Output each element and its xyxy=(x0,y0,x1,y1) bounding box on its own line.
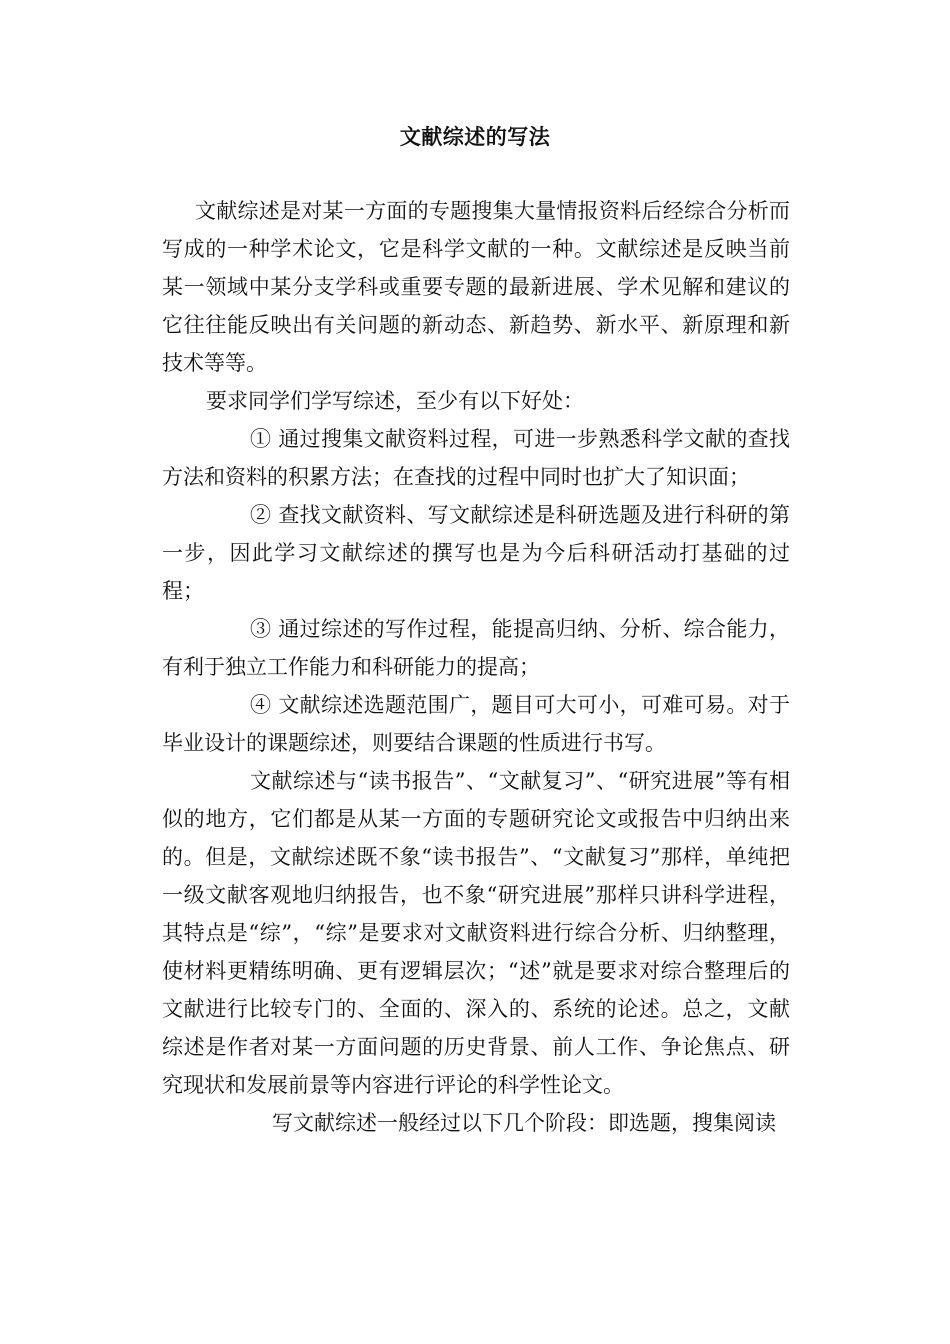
document-body xyxy=(162,192,790,1142)
list-item-benefit-4: ④ 文献综述选题范围广，题目可大可小，可难可易。对于毕业设计的课题综述，则要结合课题的性质进行书写。 xyxy=(162,693,790,755)
paragraph-benefits-intro: 要求同学们学写综述，至少有以下好处： xyxy=(206,389,584,413)
list-item-benefit-2: ② 查找文献资料、写文献综述是科研选题及进行科研的第一步，因此学习文献综述的撰写也是为今后科研活动打基础的过程； xyxy=(162,503,790,603)
paragraph-comparison: 文献综述与“读书报告”、“文献复习”、“研究进展”等有相似的地方，它们都是从某一方面的专题研究论文或报告中归纳出来的。但是，文献综述既不象“读书报告”、“文献复习”那样，单纯把一级文献客观地归纳报告，也不象“研究进展”那样只讲科学进程，其特点是“综”，“综”是要求对文献资料进行综合分析、归纳整理，使材料更精练明确、更有逻辑层次；“述”就是要求对综合整理后的文献进行比较专门的、全面的、深入的、系统的论述。总之，文献综述是作者对某一方面问题的历史背景、前人工作、争论焦点、研究现状和发展前景等内容进行评论的科学性论文。 xyxy=(162,769,790,1097)
document-title: 文献综述的写法 xyxy=(399,125,551,149)
paragraph-definition: 文献综述是对某一方面的专题搜集大量情报资料后经综合分析而写成的一种学术论文，它是科学文献的一种。文献综述是反映当前某一领域中某分支学科或重要专题的最新进展、学术见解和建议的它往往能反映出有关问题的新动态、新趋势、新水平、新原理和新技术等等。 xyxy=(162,199,790,375)
list-item-benefit-1: ① 通过搜集文献资料过程，可进一步熟悉科学文献的查找方法和资料的积累方法；在查找的过程中同时也扩大了知识面； xyxy=(162,427,790,489)
list-item-benefit-3: ③ 通过综述的写作过程，能提高归纳、分析、综合能力，有利于独立工作能力和科研能力的提高； xyxy=(162,617,790,679)
paragraph-stages: 写文献综述一般经过以下几个阶段：即选题，搜集阅读 xyxy=(272,1111,776,1135)
